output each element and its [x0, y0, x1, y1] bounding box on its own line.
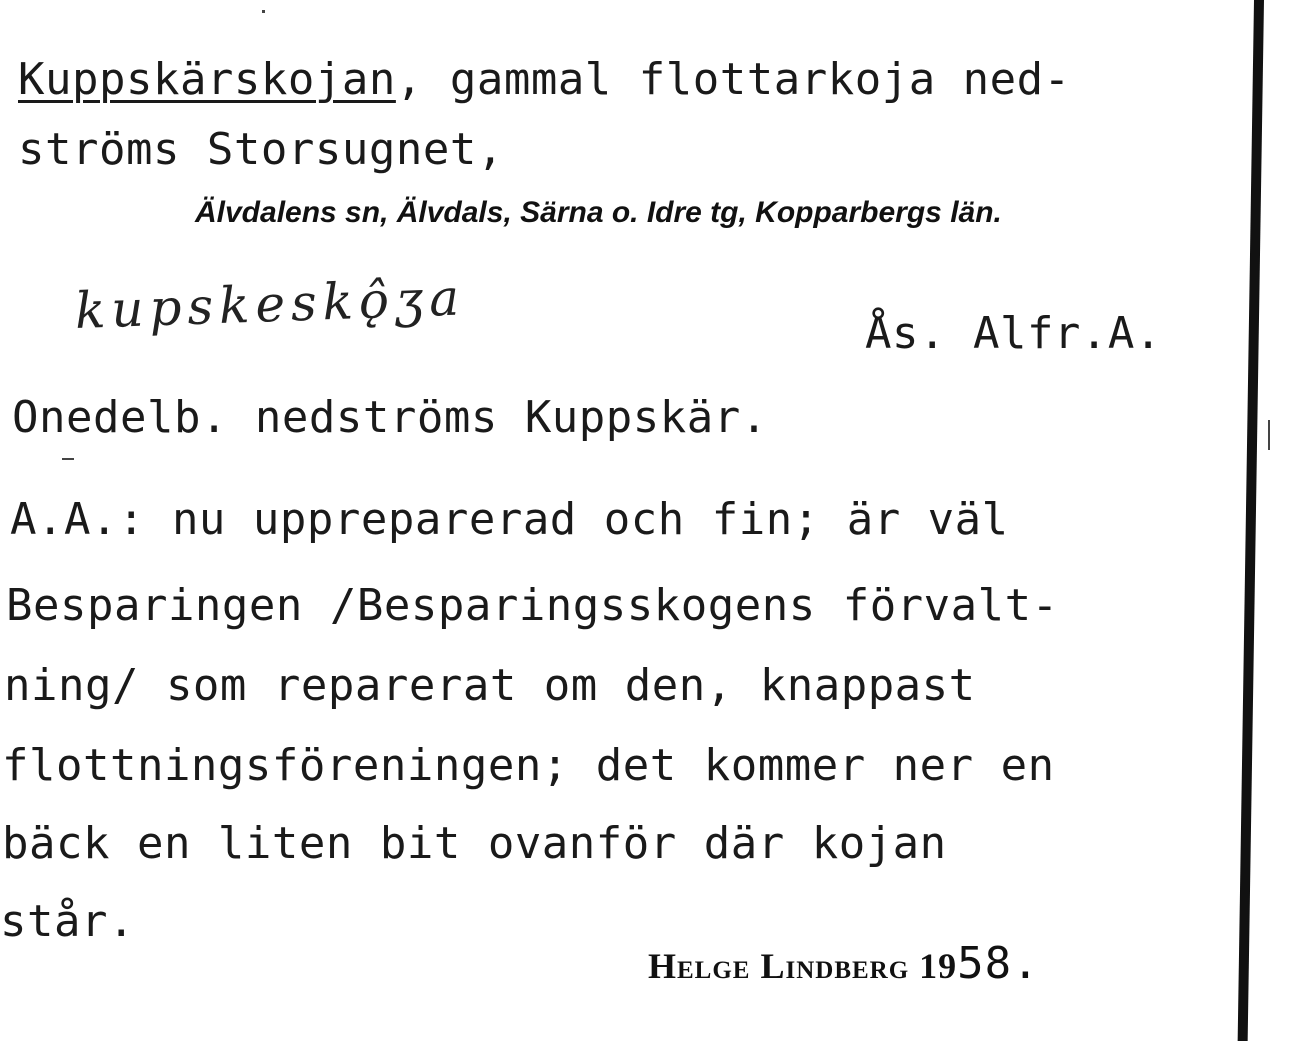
card-edge-line — [1238, 0, 1264, 1041]
parish-line: Älvdalens sn, Älvdals, Särna o. Idre tg, Kopparbergs län. — [195, 196, 1002, 229]
note-line: står. — [0, 896, 135, 947]
note-line: Besparingen /Besparingsskogens förvalt- — [6, 580, 1059, 631]
paper-speck — [262, 10, 265, 13]
note-line: flottningsföreningen; det kommer ner en — [2, 740, 1055, 791]
headword-definition: , gammal flottarkoja ned- — [395, 54, 1071, 105]
collector-name: Helge Lindberg 19 — [648, 946, 958, 986]
collector-signature — [648, 938, 1040, 989]
headword-line — [18, 54, 1071, 105]
onedelb-line: Onedelb. nedströms Kuppskär. — [12, 392, 768, 443]
note-line: A.A.: nu uppreparerad och fin; är väl — [10, 494, 1009, 545]
note-line: ning/ som reparerat om den, knappast — [4, 660, 976, 711]
informant: Ås. Alfr.A. — [865, 308, 1162, 359]
note-line: bäck en liten bit ovanför där kojan — [2, 818, 947, 869]
paper-speck — [1268, 420, 1270, 450]
definition-line-2: ströms Storsugnet, — [18, 124, 504, 175]
collector-year: 58. — [957, 938, 1040, 989]
paper-speck — [62, 458, 74, 460]
dialect-form-handwritten: kupskeskǫ̂ʒa — [73, 268, 466, 340]
headword: Kuppskärskojan — [18, 54, 396, 105]
